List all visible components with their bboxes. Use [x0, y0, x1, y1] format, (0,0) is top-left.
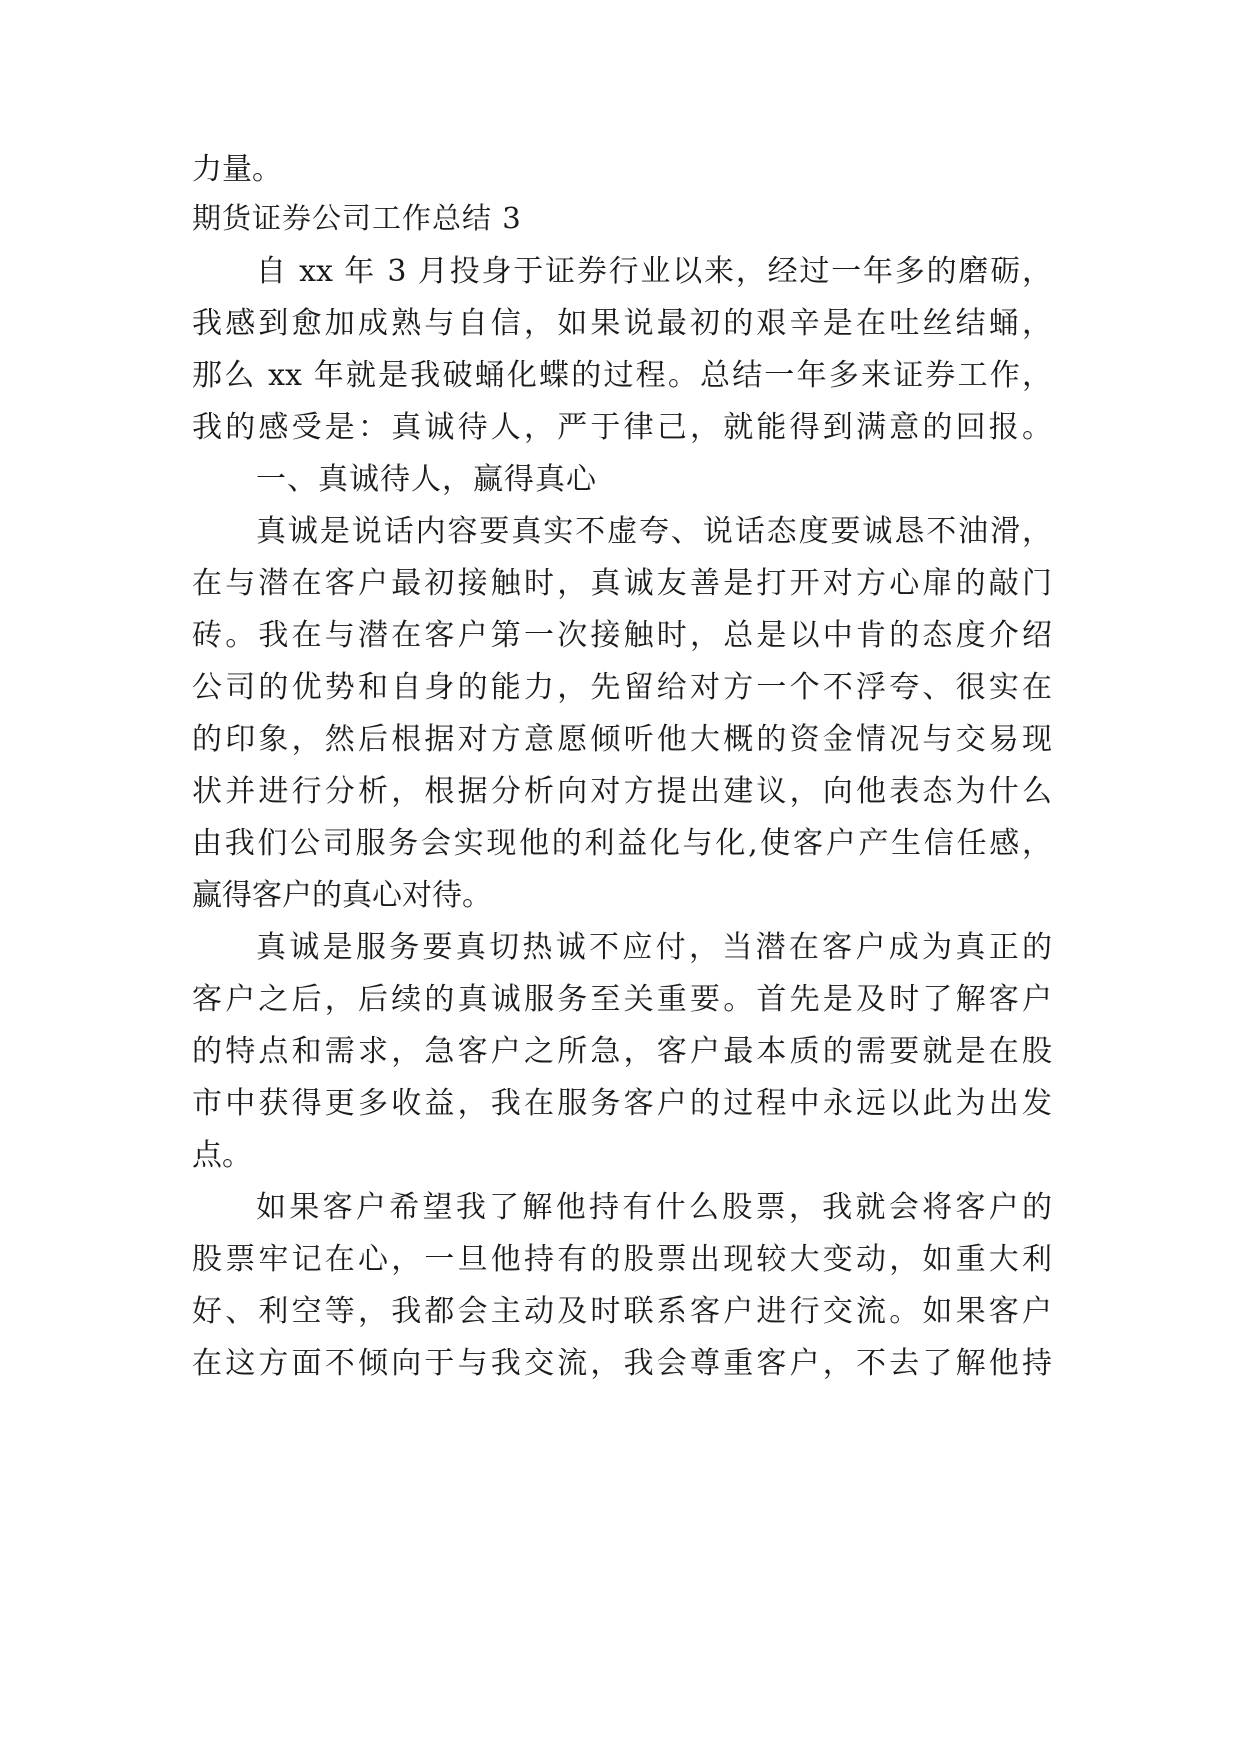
para1-line-7: 由我们公司服务会实现他的利益化与化,使客户产生信任感，: [192, 826, 1052, 861]
intro-line-1: 自 xx 年 3 月投身于证券行业以来，经过一年多的磨砺，: [256, 254, 1052, 289]
para3-line-1: 如果客户希望我了解他持有什么股票，我就会将客户的: [256, 1190, 1052, 1225]
para1-line-3: 砖。我在与潜在客户第一次接触时，总是以中肯的态度介绍: [192, 618, 1052, 653]
para3-line-2: 股票牢记在心，一旦他持有的股票出现较大变动，如重大利: [192, 1242, 1052, 1277]
para1-line-4: 公司的优势和自身的能力，先留给对方一个不浮夸、很实在: [192, 670, 1052, 705]
para2-line-3: 的特点和需求，急客户之所急，客户最本质的需要就是在股: [192, 1034, 1052, 1069]
subsection-title: 一、真诚待人，赢得真心: [256, 462, 597, 497]
para3-line-3: 好、利空等，我都会主动及时联系客户进行交流。如果客户: [192, 1294, 1052, 1329]
para2-line-4: 市中获得更多收益，我在服务客户的过程中永远以此为出发: [192, 1086, 1052, 1121]
para1-line-2: 在与潜在客户最初接触时，真诚友善是打开对方心扉的敲门: [192, 566, 1052, 601]
para2-line-5: 点。: [192, 1138, 252, 1173]
section-title: 期货证券公司工作总结 3: [192, 201, 522, 235]
para2-line-1: 真诚是服务要真切热诚不应付，当潜在客户成为真正的: [256, 930, 1052, 965]
para1-line-6: 状并进行分析，根据分析向对方提出建议，向他表态为什么: [192, 774, 1052, 809]
intro-line-3: 那么 xx 年就是我破蛹化蝶的过程。总结一年多来证券工作，: [192, 358, 1052, 393]
para1-line-1: 真诚是说话内容要真实不虚夸、说话态度要诚恳不油滑，: [256, 514, 1052, 549]
intro-line-4: 我的感受是：真诚待人，严于律己，就能得到满意的回报。: [192, 410, 1052, 445]
para2-line-2: 客户之后，后续的真诚服务至关重要。首先是及时了解客户: [192, 982, 1052, 1017]
para3-line-4: 在这方面不倾向于与我交流，我会尊重客户，不去了解他持: [192, 1346, 1052, 1381]
previous-paragraph-tail: 力量。: [192, 152, 282, 187]
para1-line-5: 的印象，然后根据对方意愿倾听他大概的资金情况与交易现: [192, 722, 1052, 757]
intro-line-2: 我感到愈加成熟与自信，如果说最初的艰辛是在吐丝结蛹，: [192, 306, 1052, 341]
para1-line-8: 赢得客户的真心对待。: [192, 878, 492, 913]
